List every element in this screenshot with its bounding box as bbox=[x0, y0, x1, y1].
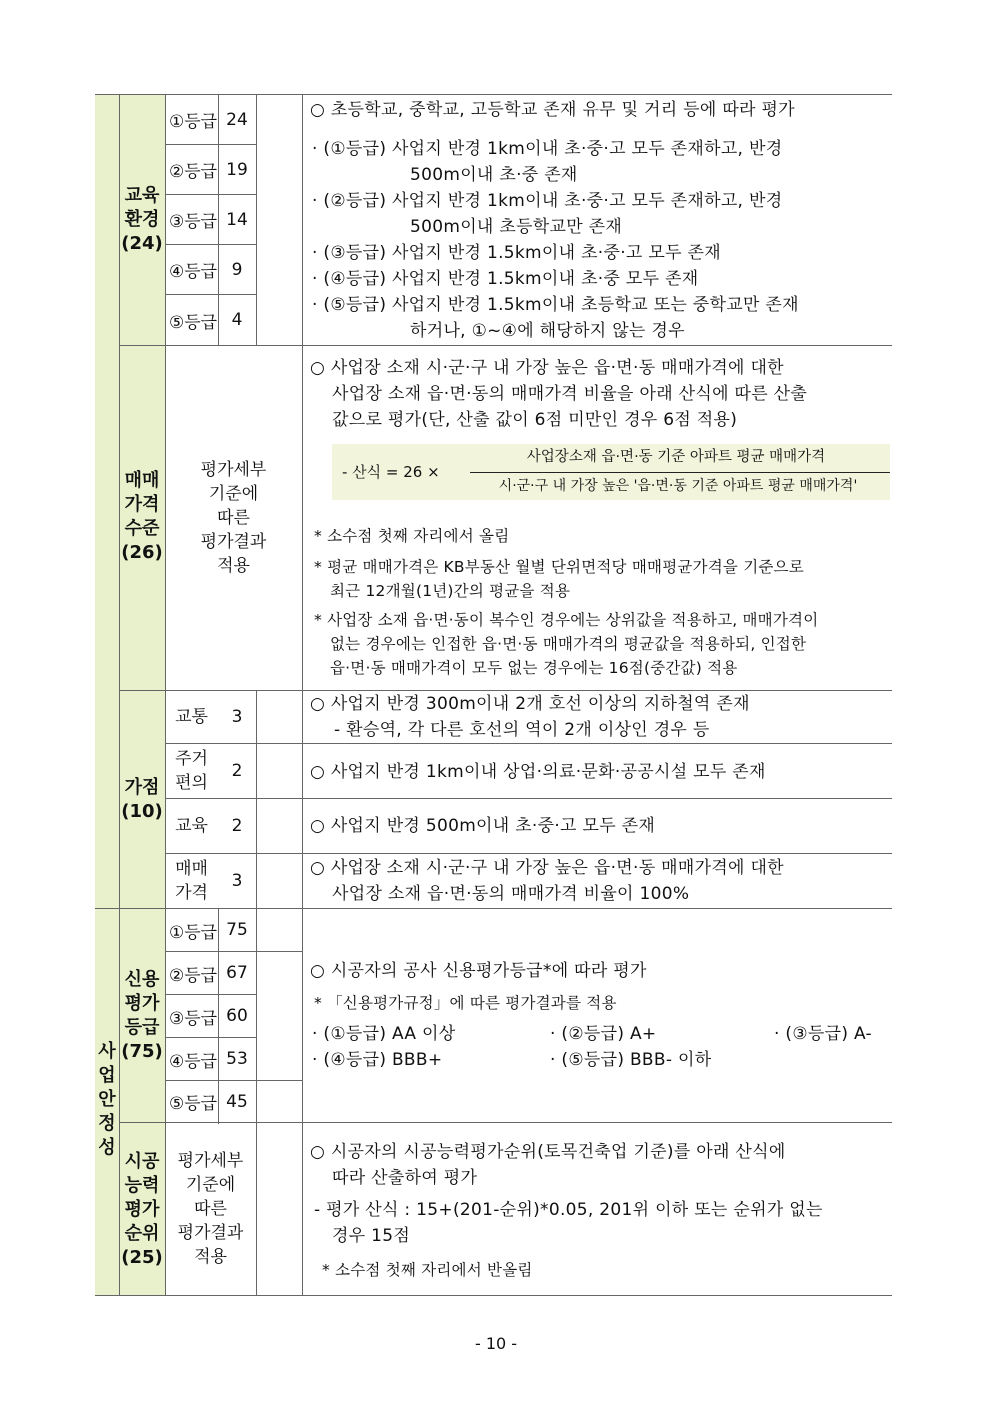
grade-label: ⑤등급 bbox=[169, 312, 218, 333]
bonus-transport-line-1: ○ 사업지 반경 300m이내 2개 호선 이상의 지하철역 존재 bbox=[310, 694, 750, 714]
price-main-line-2: 사업장 소재 읍·면·동의 매매가격 비율을 아래 산식에 따른 산출 bbox=[332, 384, 808, 404]
grade-score: 45 bbox=[226, 1091, 248, 1112]
price-main-line-3: 값으로 평가(단, 산출 값이 6점 미만인 경우 6점 적용) bbox=[332, 410, 738, 430]
edu-grade-3-line: · (③등급) 사업지 반경 1.5km이내 초·중·고 모두 존재 bbox=[312, 243, 721, 263]
credit-grade-4: · (④등급) BBB+ bbox=[312, 1050, 443, 1070]
grade-label: ④등급 bbox=[169, 262, 218, 282]
rank-formula-line-1: - 평가 산식 : 15+(201-순위)*0.05, 201위 이하 또는 순위가 없는 bbox=[314, 1200, 823, 1220]
page-number: - 10 - bbox=[474, 1334, 518, 1353]
category-education: 교육 환경 (24) bbox=[121, 185, 163, 254]
formula-prefix: - 산식 = 26 × bbox=[342, 463, 440, 481]
grade-score: 9 bbox=[231, 259, 243, 280]
grade-score: 14 bbox=[226, 209, 248, 230]
credit-grade-1: · (①등급) AA 이상 bbox=[312, 1024, 456, 1044]
grade-score: 67 bbox=[226, 963, 248, 983]
price-note-3-cont: 읍·면·동 매매가격이 모두 없는 경우에는 16점(중간값) 적용 bbox=[330, 659, 738, 677]
bonus-item-name: 주거 편의 bbox=[175, 749, 208, 793]
rank-criteria: 평가세부 기준에 따른 평가결과 적용 bbox=[177, 1150, 244, 1267]
category-credit-rating: 신용 평가 등급 (75) bbox=[121, 969, 163, 1062]
grade-label: ①등급 bbox=[169, 112, 218, 132]
edu-grade-1-cont: 500m이내 초·중 존재 bbox=[410, 165, 578, 185]
bonus-item-score: 2 bbox=[231, 816, 243, 836]
grade-score: 60 bbox=[226, 1006, 248, 1026]
grade-score: 53 bbox=[226, 1049, 248, 1069]
edu-grade-5-cont: 하거나, ①~④에 해당하지 않는 경우 bbox=[410, 321, 685, 341]
grade-score: 24 bbox=[226, 109, 248, 130]
bonus-price-line-2: 사업장 소재 읍·면·동의 매매가격 비율이 100% bbox=[332, 884, 690, 904]
price-note-3: * 사업장 소재 읍·면·동이 복수인 경우에는 상위값을 적용하고, 매매가격이 bbox=[314, 611, 819, 629]
grade-label: ①등급 bbox=[169, 922, 218, 943]
bonus-item-name: 매매 가격 bbox=[175, 859, 208, 903]
credit-grade-3: · (③등급) A- bbox=[774, 1024, 872, 1044]
edu-main-criterion: ○ 초등학교, 중학교, 고등학교 존재 유무 및 거리 등에 따라 평가 bbox=[310, 100, 795, 120]
credit-note: * 「신용평가규정」에 따른 평가결과를 적용 bbox=[314, 994, 617, 1012]
category-construction-rank: 시공 능력 평가 순위 (25) bbox=[121, 1151, 163, 1268]
edu-grade-2-line: · (②등급) 사업지 반경 1km이내 초·중·고 모두 존재하고, 반경 bbox=[312, 191, 783, 211]
grade-label: ②등급 bbox=[169, 965, 218, 986]
rank-formula-line-2: 경우 15점 bbox=[332, 1226, 411, 1246]
credit-grade-5: · (⑤등급) BBB- 이하 bbox=[550, 1050, 712, 1070]
grade-label: ③등급 bbox=[169, 212, 218, 232]
grade-score: 19 bbox=[226, 159, 248, 180]
price-main-line-1: ○ 사업장 소재 시·군·구 내 가장 높은 읍·면·동 매매가격에 대한 bbox=[310, 358, 784, 378]
grade-label: ③등급 bbox=[169, 1008, 218, 1029]
formula-fraction-bar bbox=[470, 472, 890, 473]
grade-score: 75 bbox=[226, 920, 248, 940]
rank-main-line-2: 따라 산출하여 평가 bbox=[332, 1168, 478, 1188]
edu-grade-5-line: · (⑤등급) 사업지 반경 1.5km이내 초등학교 또는 중학교만 존재 bbox=[312, 295, 799, 315]
bonus-item-score: 3 bbox=[231, 871, 243, 891]
price-criteria: 평가세부 기준에 따른 평가결과 적용 bbox=[200, 459, 267, 576]
rank-main-line-1: ○ 시공자의 시공능력평가순위(토목건축업 기준)를 아래 산식에 bbox=[310, 1142, 786, 1162]
formula-numerator: 사업장소재 읍·면·동 기준 아파트 평균 매매가격 bbox=[526, 449, 826, 465]
bonus-transport-line-2: - 환승역, 각 다른 호선의 역이 2개 이상인 경우 등 bbox=[334, 720, 710, 740]
price-note-2: * 평균 매매가격은 KB부동산 월별 단위면적당 매매평균가격을 기준으로 bbox=[314, 558, 804, 576]
rank-note: * 소수점 첫째 자리에서 반올림 bbox=[322, 1261, 533, 1279]
price-note-3-cont: 없는 경우에는 인접한 읍·면·동 매매가격의 평균값을 적용하되, 인접한 bbox=[330, 635, 807, 653]
credit-main-criterion: ○ 시공자의 공사 신용평가등급*에 따라 평가 bbox=[310, 961, 647, 981]
edu-grade-4-line: · (④등급) 사업지 반경 1.5km이내 초·중 모두 존재 bbox=[312, 269, 699, 289]
credit-grade-2: · (②등급) A+ bbox=[550, 1024, 657, 1044]
grade-label: ④등급 bbox=[169, 1051, 218, 1072]
grade-score: 4 bbox=[231, 310, 243, 330]
bonus-item-score: 2 bbox=[231, 761, 243, 781]
formula-denominator: 시·군·구 내 가장 높은 '읍·면·동 기준 아파트 평균 매매가격' bbox=[498, 478, 858, 494]
category-price-level: 매매 가격 수준 (26) bbox=[121, 470, 163, 563]
category-business-stability: 사 업 안 정 성 bbox=[98, 1041, 116, 1158]
bonus-education-line: ○ 사업지 반경 500m이내 초·중·고 모두 존재 bbox=[310, 816, 656, 836]
grade-label: ②등급 bbox=[169, 162, 218, 182]
category-bonus: 가점 (10) bbox=[121, 777, 163, 822]
edu-grade-1-line: · (①등급) 사업지 반경 1km이내 초·중·고 모두 존재하고, 반경 bbox=[312, 139, 783, 159]
bonus-price-line-1: ○ 사업장 소재 시·군·구 내 가장 높은 읍·면·동 매매가격에 대한 bbox=[310, 858, 784, 878]
edu-grade-2-cont: 500m이내 초등학교만 존재 bbox=[410, 217, 623, 237]
price-note-1: * 소수점 첫째 자리에서 올림 bbox=[314, 527, 510, 545]
bonus-convenience-line: ○ 사업지 반경 1km이내 상업·의료·문화·공공시설 모두 존재 bbox=[310, 762, 766, 782]
category-column bbox=[119, 95, 165, 1295]
bonus-item-name: 교통 bbox=[175, 707, 208, 727]
bonus-item-name: 교육 bbox=[175, 816, 208, 836]
price-note-2-cont: 최근 12개월(1년)간의 평균을 적용 bbox=[330, 582, 571, 600]
grade-label: ⑤등급 bbox=[169, 1094, 218, 1114]
bonus-item-score: 3 bbox=[231, 707, 243, 727]
